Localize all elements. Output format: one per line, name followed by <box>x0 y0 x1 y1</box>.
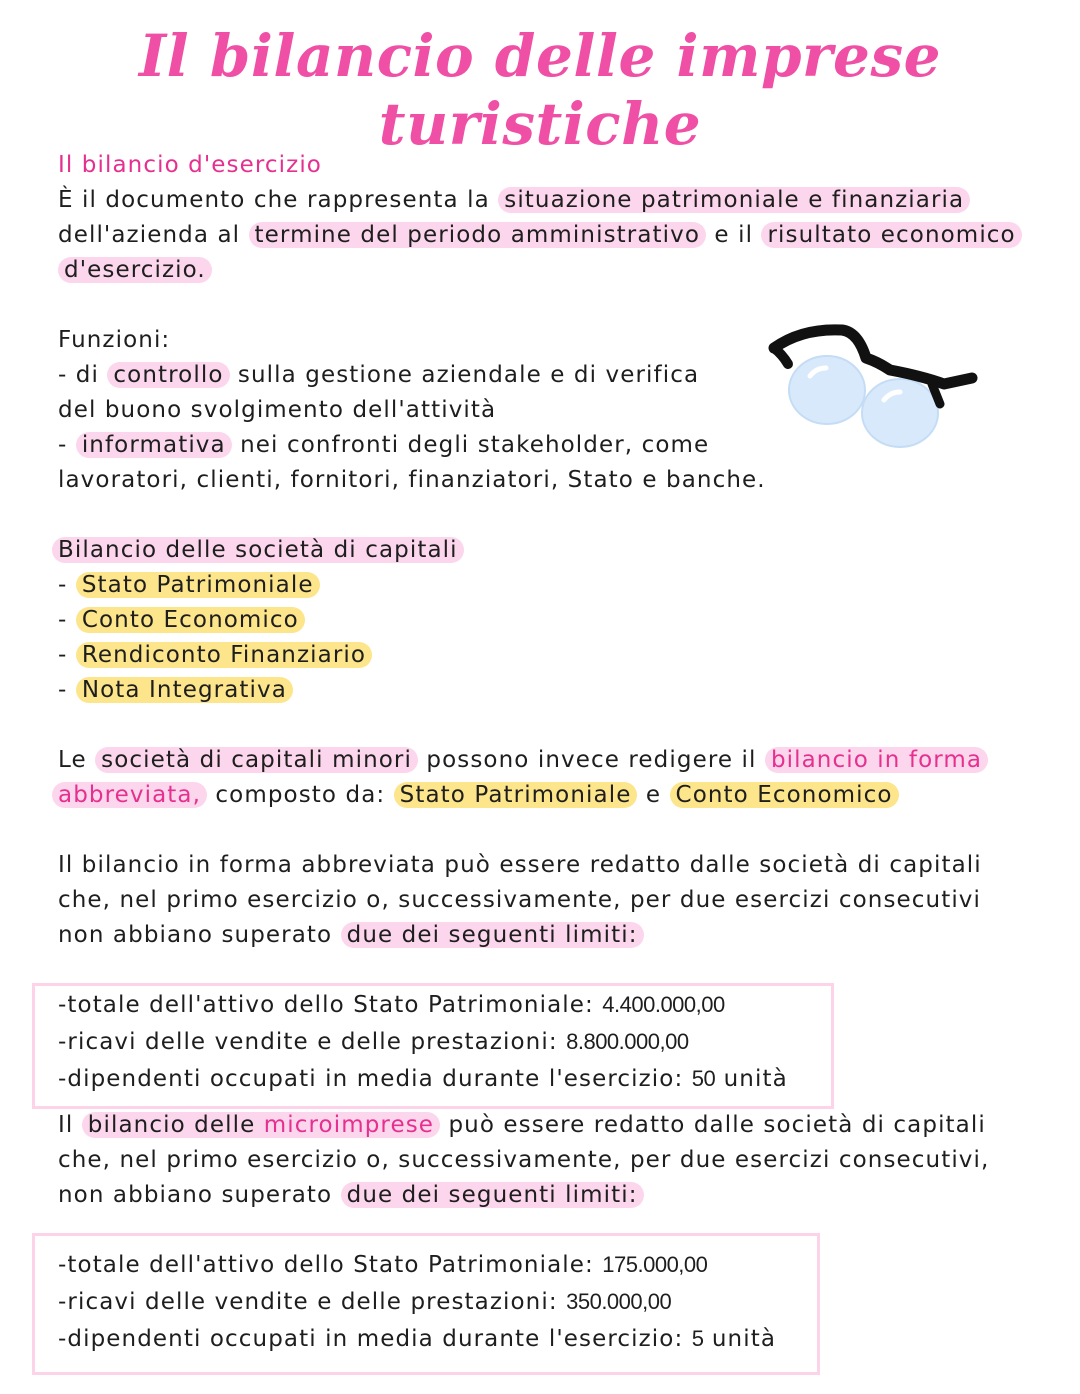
highlight-termine: termine del periodo amministrativo <box>249 222 706 248</box>
highlight-informativa: informativa <box>76 432 232 458</box>
highlight-risultato: risultato economico <box>761 222 1021 248</box>
text: dell'azienda al <box>58 222 249 248</box>
limit-unit: unità <box>715 1066 788 1092</box>
minori-line-1 <box>58 743 988 777</box>
definition-line-1 <box>58 183 970 217</box>
limit-label: -dipendenti occupati in media durante l'esercizio: <box>58 1326 692 1352</box>
limit-row <box>58 1248 707 1282</box>
limit-value: 350.000,00 <box>566 1289 672 1314</box>
limit-label: -ricavi delle vendite e delle prestazioni: <box>58 1289 567 1315</box>
limit-label: -ricavi delle vendite e delle prestazioni: <box>58 1029 567 1055</box>
highlight-microimprese <box>82 1112 440 1138</box>
highlight-societa: Bilancio delle società di capitali <box>52 537 464 563</box>
limit-row <box>58 1025 689 1059</box>
micro-line-3 <box>58 1178 644 1212</box>
limit-value: 50 <box>691 1066 716 1091</box>
list-item: - Stato Patrimoniale <box>58 568 320 602</box>
list-item: - Conto Economico <box>58 603 305 637</box>
abbreviata-line-1: Il bilancio in forma abbreviata può essere redatto dalle società di capitali <box>58 852 982 878</box>
highlight-esercizio: d'esercizio. <box>58 257 212 283</box>
item-conto-economico: Conto Economico <box>76 607 305 633</box>
definition-line-2 <box>58 218 1022 252</box>
funzione-informativa-cont: lavoratori, clienti, fornitori, finanziatori, Stato e banche. <box>58 467 766 493</box>
highlight-limiti: due dei seguenti limiti: <box>341 922 644 948</box>
minori-line-2 <box>52 778 899 812</box>
limit-label: -dipendenti occupati in media durante l'esercizio: <box>58 1066 692 1092</box>
funzione-controllo <box>58 358 699 392</box>
micro-line-1 <box>58 1108 986 1142</box>
text: microimprese <box>263 1112 435 1138</box>
abbreviata-line-2: che, nel primo esercizio o, successivamente, per due esercizi consecutivi <box>58 887 982 913</box>
text: non abbiano superato <box>58 922 341 948</box>
limit-value: 4.400.000,00 <box>602 992 725 1017</box>
page-title: Il bilancio delle imprese turistiche <box>138 22 942 158</box>
item-nota-integrativa: Nota Integrativa <box>76 677 293 703</box>
funzione-informativa <box>58 428 709 462</box>
limit-unit: unità <box>703 1326 777 1352</box>
text: composto da: <box>207 782 394 808</box>
list-item: - Nota Integrativa <box>58 673 293 707</box>
limit-row <box>58 1285 671 1319</box>
limit-value: 8.800.000,00 <box>566 1029 689 1054</box>
text: È il documento che rappresenta la <box>58 187 499 213</box>
item-rendiconto: Rendiconto Finanziario <box>76 642 372 668</box>
definition-line-3 <box>58 253 212 287</box>
glasses-icon <box>762 318 982 458</box>
limit-row <box>58 1062 788 1096</box>
text: possono invece redigere il <box>417 747 765 773</box>
text: bilancio delle <box>87 1112 264 1138</box>
limit-row <box>58 988 725 1022</box>
text: - <box>58 432 76 458</box>
text: può essere redatto dalle società di capitali <box>440 1112 986 1138</box>
limit-label: -totale dell'attivo dello Stato Patrimoniale: <box>58 992 603 1018</box>
item-stato-patrimoniale: Stato Patrimoniale <box>76 572 320 598</box>
text: nei confronti degli stakeholder, come <box>231 432 710 458</box>
highlight-forma-abbreviata: bilancio in forma <box>765 747 988 773</box>
abbreviata-line-3 <box>58 918 644 952</box>
highlight-situazione: situazione patrimoniale e finanziaria <box>498 187 970 213</box>
highlight-controllo: controllo <box>107 362 229 388</box>
text: non abbiano superato <box>58 1182 341 1208</box>
text: Il <box>58 1112 82 1138</box>
text: e <box>637 782 670 808</box>
societa-heading <box>52 533 464 567</box>
item-conto-economico: Conto Economico <box>670 782 899 808</box>
micro-line-2: che, nel primo esercizio o, successivamente, per due esercizi consecutivi, <box>58 1147 990 1173</box>
funzioni-heading: Funzioni: <box>58 327 171 353</box>
text: sulla gestione aziendale e di verifica <box>229 362 700 388</box>
text: - di <box>58 362 108 388</box>
text: e il <box>706 222 762 248</box>
funzione-controllo-cont: del buono svolgimento dell'attività <box>58 397 497 423</box>
section-heading-bilancio: Il bilancio d'esercizio <box>58 152 322 178</box>
limit-label: -totale dell'attivo dello Stato Patrimoniale: <box>58 1252 603 1278</box>
limit-value: 175.000,00 <box>602 1252 708 1277</box>
list-item: - Rendiconto Finanziario <box>58 638 372 672</box>
highlight-limiti: due dei seguenti limiti: <box>341 1182 644 1208</box>
limit-row <box>58 1322 776 1356</box>
limit-value: 5 <box>691 1326 704 1351</box>
item-stato-patrimoniale: Stato Patrimoniale <box>394 782 638 808</box>
highlight-minori: società di capitali minori <box>95 747 418 773</box>
text: Le <box>58 747 96 773</box>
highlight-abbreviata: abbreviata, <box>52 782 207 808</box>
